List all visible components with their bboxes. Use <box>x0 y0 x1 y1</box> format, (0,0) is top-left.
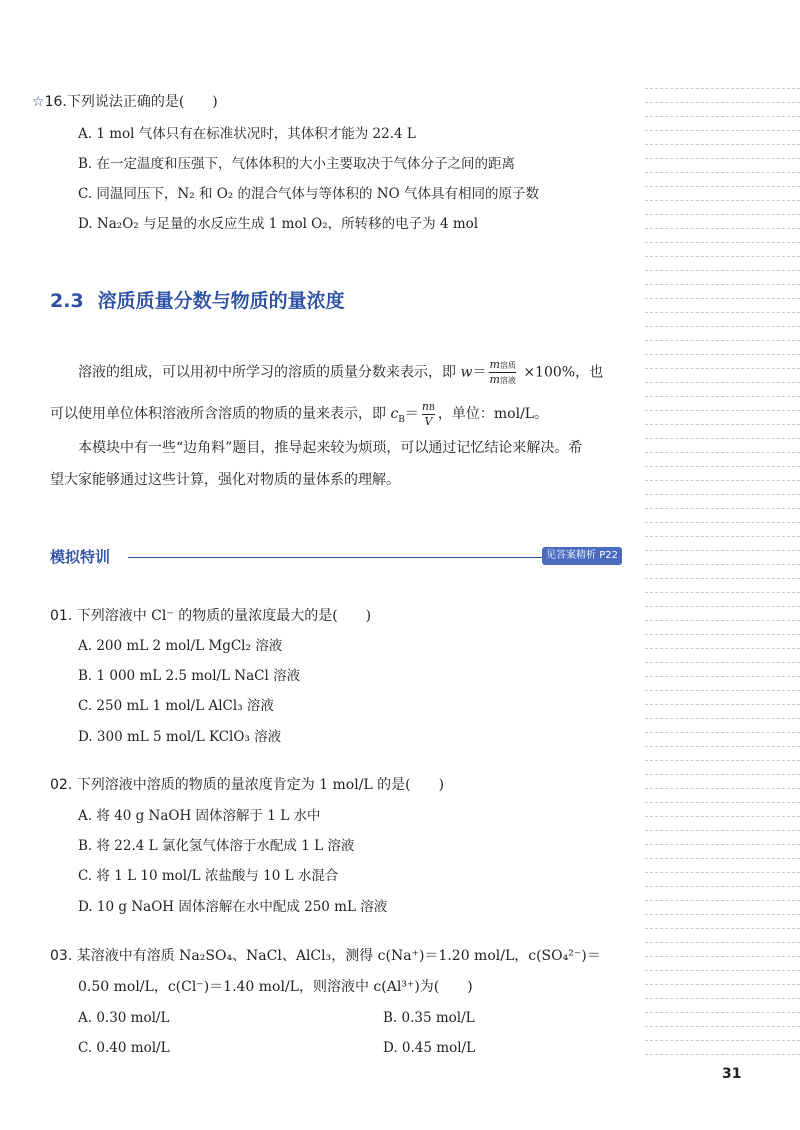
note-rule-line <box>645 578 800 579</box>
note-rule-line <box>645 872 800 873</box>
intro-text: ×100%，也 <box>518 364 604 381</box>
practice-heading: 模拟特训 <box>50 548 111 566</box>
note-rule-line <box>645 382 800 383</box>
q02-option-c: C. 将 1 L 10 mol/L 浓盐酸与 10 L 水混合 <box>78 868 339 884</box>
note-rule-line <box>645 494 800 495</box>
note-rule-line <box>645 438 800 439</box>
note-rule-line <box>645 718 800 719</box>
question-number: 16. <box>44 94 67 110</box>
note-rule-line <box>645 956 800 957</box>
note-rule-line <box>645 410 800 411</box>
note-rule-line <box>645 466 800 467</box>
note-rule-line <box>645 858 800 859</box>
question-number: 01. <box>50 608 73 624</box>
note-rule-line <box>645 942 800 943</box>
c-numerator: n <box>421 400 430 413</box>
formula-c: c <box>390 406 399 422</box>
section-title: 溶质质量分数与物质的量浓度 <box>97 290 345 312</box>
question-text: 某溶液中有溶质 Na₂SO₄、NaCl、AlCl₃，测得 c(Na⁺)＝1.20 mol/L，c(SO₄²⁻)＝ <box>76 948 601 964</box>
note-rule-line <box>645 340 800 341</box>
q02-option-b: B. 将 22.4 L 氯化氢气体溶于水配成 1 L 溶液 <box>78 838 355 854</box>
q16-option-d: D. Na₂O₂ 与足量的水反应生成 1 mol O₂，所转移的电子为 4 mol <box>78 216 479 232</box>
note-rule-line <box>645 396 800 397</box>
intro-text: 可以使用单位体积溶液所含溶质的物质的量来表示，即 <box>50 406 391 422</box>
intro-line-2: 可以使用单位体积溶液所含溶质的物质的量来表示，即 $c_B=$ $\frac{nB}{V}$ ，单位：mol/L。 <box>50 400 549 428</box>
note-rule-line <box>645 900 800 901</box>
mass-fraction-formula <box>489 358 515 387</box>
question-text: 下列溶液中溶质的物质的量浓度肯定为 1 mol/L 的是( ) <box>76 777 445 793</box>
q01-option-d: D. 300 mL 5 mol/L KClO₃ 溶液 <box>78 729 282 745</box>
note-lines <box>645 88 800 1068</box>
intro-para2-line2: 望大家能够通过这些计算，强化对物质的量体系的理解。 <box>50 472 400 488</box>
note-rule-line <box>645 354 800 355</box>
note-rule-line <box>645 830 800 831</box>
note-rule-line <box>645 774 800 775</box>
q01-option-b: B. 1 000 mL 2.5 mol/L NaCl 溶液 <box>78 668 301 684</box>
note-rule-line <box>645 242 800 243</box>
q16-option-a: A. 1 mol 气体只有在标准状况时，其体积才能为 22.4 L <box>78 126 416 142</box>
note-rule-line <box>645 746 800 747</box>
note-rule-line <box>645 102 800 103</box>
note-rule-line <box>645 886 800 887</box>
star-icon: ☆ <box>32 94 45 110</box>
note-rule-line <box>645 368 800 369</box>
note-rule-line <box>645 200 800 201</box>
note-rule-line <box>645 914 800 915</box>
w-numerator-sub: 溶质 <box>499 361 516 370</box>
note-rule-line <box>645 1026 800 1027</box>
formula-c-sub: B <box>398 414 405 425</box>
note-rule-line <box>645 256 800 257</box>
note-rule-line <box>645 172 800 173</box>
note-rule-line <box>645 998 800 999</box>
question-16-stem <box>32 92 218 112</box>
note-rule-line <box>645 788 800 789</box>
note-rule-line <box>645 816 800 817</box>
c-numerator-sub: B <box>429 403 435 412</box>
note-rule-line <box>645 158 800 159</box>
question-number: 02. <box>50 777 73 793</box>
note-rule-line <box>645 88 800 89</box>
w-denominator: m <box>489 373 500 386</box>
question-03-stem <box>50 946 601 966</box>
note-rule-line <box>645 186 800 187</box>
note-rule-line <box>645 606 800 607</box>
note-rule-line <box>645 984 800 985</box>
note-rule-line <box>645 592 800 593</box>
q03-option-d: D. 0.45 mol/L <box>383 1040 476 1056</box>
note-rule-line <box>645 312 800 313</box>
q16-option-b: B. 在一定温度和压强下，气体体积的大小主要取决于气体分子之间的距离 <box>78 156 516 172</box>
note-rule-line <box>645 270 800 271</box>
q01-option-c: C. 250 mL 1 mol/L AlCl₃ 溶液 <box>78 698 274 714</box>
q03-option-a: A. 0.30 mol/L <box>78 1010 170 1026</box>
note-rule-line <box>645 676 800 677</box>
question-text: 下列说法正确的是( ) <box>66 94 218 110</box>
q16-option-c: C. 同温同压下，N₂ 和 O₂ 的混合气体与等体积的 NO 气体具有相同的原子数 <box>78 186 539 202</box>
q03-option-b: B. 0.35 mol/L <box>383 1010 475 1026</box>
note-rule-line <box>645 228 800 229</box>
intro-text: ，单位：mol/L。 <box>437 406 549 422</box>
intro-text: 溶液的组成，可以用初中所学习的溶质的质量分数来表示，即 <box>78 364 461 381</box>
note-rule-line <box>645 522 800 523</box>
note-rule-line <box>645 508 800 509</box>
w-denominator-sub: 溶液 <box>499 376 516 385</box>
note-rule-line <box>645 802 800 803</box>
note-rule-line <box>645 144 800 145</box>
note-rule-line <box>645 620 800 621</box>
c-denominator: V <box>422 414 435 428</box>
note-rule-line <box>645 550 800 551</box>
q02-option-a: A. 将 40 g NaOH 固体溶解于 1 L 水中 <box>78 808 321 824</box>
note-rule-line <box>645 1054 800 1055</box>
note-rule-line <box>645 116 800 117</box>
section-heading <box>50 286 345 313</box>
question-01-stem <box>50 606 371 626</box>
note-rule-line <box>645 844 800 845</box>
note-rule-line <box>645 648 800 649</box>
note-rule-line <box>645 326 800 327</box>
note-rule-line <box>645 452 800 453</box>
molarity-formula <box>422 400 435 428</box>
question-text: 下列溶液中 Cl⁻ 的物质的量浓度最大的是( ) <box>76 608 372 624</box>
note-rule-line <box>645 564 800 565</box>
practice-divider <box>128 557 548 558</box>
answer-reference-badge: 见答案精析 P22 <box>542 547 622 565</box>
note-rule-line <box>645 424 800 425</box>
note-rule-line <box>645 284 800 285</box>
q03-option-c: C. 0.40 mol/L <box>78 1040 170 1056</box>
note-rule-line <box>645 928 800 929</box>
formula-w: w <box>460 364 473 381</box>
question-03-stem-cont: 0.50 mol/L，c(Cl⁻)＝1.40 mol/L，则溶液中 c(Al³⁺)为( ) <box>78 979 473 995</box>
note-rule-line <box>645 704 800 705</box>
note-rule-line <box>645 214 800 215</box>
page-number: 31 <box>722 1066 742 1082</box>
note-rule-line <box>645 536 800 537</box>
note-rule-line <box>645 1012 800 1013</box>
q01-option-a: A. 200 mL 2 mol/L MgCl₂ 溶液 <box>78 638 283 654</box>
note-rule-line <box>645 662 800 663</box>
intro-line-1: 溶液的组成，可以用初中所学习的溶质的质量分数来表示，即 w＝ $\frac{\text{m溶质}}{\text{m溶液}}$ ×100%，也 <box>78 358 604 386</box>
question-02-stem <box>50 775 444 795</box>
intro-para2-line1: 本模块中有一些“边角料”题目，推导起来较为烦琐，可以通过记忆结论来解决。希 <box>78 440 583 456</box>
note-rule-line <box>645 970 800 971</box>
note-rule-line <box>645 480 800 481</box>
note-rule-line <box>645 298 800 299</box>
section-number: 2.3 <box>50 290 84 312</box>
note-rule-line <box>645 634 800 635</box>
note-rule-line <box>645 1040 800 1041</box>
q02-option-d: D. 10 g NaOH 固体溶解在水中配成 250 mL 溶液 <box>78 899 388 915</box>
note-rule-line <box>645 690 800 691</box>
note-rule-line <box>645 732 800 733</box>
note-rule-line <box>645 130 800 131</box>
question-number: 03. <box>50 948 73 964</box>
note-rule-line <box>645 760 800 761</box>
w-numerator: m <box>489 358 500 371</box>
